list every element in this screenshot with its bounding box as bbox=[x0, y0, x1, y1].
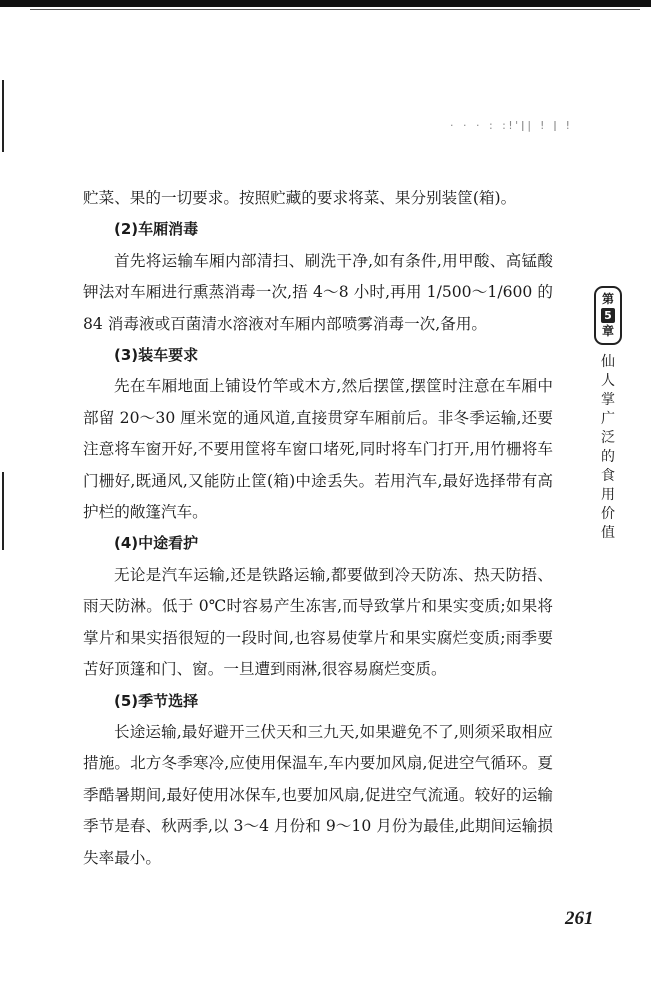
chapter-label-top: 第 bbox=[601, 292, 614, 306]
page-number: 261 bbox=[565, 908, 594, 929]
left-edge-mark bbox=[2, 472, 4, 550]
running-head: · · · : :ǃ'ǀ| ǃ ǀ ǃ bbox=[450, 119, 573, 132]
section-heading: (5)季节选择 bbox=[114, 691, 199, 710]
paragraph: 长途运输,最好避开三伏天和三九天,如果避免不了,则须采取相应措施。北方冬季寒冷,应使用保温车,车内要加风扇,促进空气循环。夏季酷暑期间,最好使用冰保车,也要加风扇,促进空气流通。较好的运输季节是春、秋两季,以 3～4 月份和 9～10 月份为最佳,此期间运输损失率最小。 bbox=[83, 722, 553, 867]
top-rule-thin bbox=[30, 9, 640, 10]
chapter-label bbox=[594, 286, 622, 345]
paragraph: 首先将运输车厢内部清扫、刷洗干净,如有条件,用甲酸、高锰酸钾法对车厢进行熏蒸消毒一次,捂 4～8 小时,再用 1/500～1/600 的 84 消毒液或百菌清水溶液对车厢内部喷雾消毒一次,备用。 bbox=[83, 251, 553, 333]
top-rule bbox=[0, 0, 651, 7]
paragraph: 无论是汽车运输,还是铁路运输,都要做到冷天防冻、热天防捂、雨天防淋。低于 0℃时容易产生冻害,而导致掌片和果实变质;如果将掌片和果实捂很短的一段时间,也容易使掌片和果实腐烂变质;雨季要苫好顶篷和门、窗。一旦遭到雨淋,很容易腐烂变质。 bbox=[83, 565, 553, 679]
body-text bbox=[83, 183, 553, 874]
section-heading: (4)中途看护 bbox=[114, 534, 199, 553]
chapter-label-bottom: 章 bbox=[601, 324, 614, 338]
chapter-title: 仙人掌广泛的食用价值 bbox=[601, 354, 615, 541]
paragraph: 先在车厢地面上铺设竹竿或木方,然后摆筐,摆筐时注意在车厢中部留 20～30 厘米宽的通风道,直接贯穿车厢前后。非冬季运输,还要注意将车窗开好,不要用筐将车窗口堵死,同时将车门打开,用竹栅将车门栅好,既通风,又能防止筐(箱)中途丢失。若用汽车,最好选择带有高护栏的敞篷汽车。 bbox=[83, 377, 553, 522]
section-heading: (3)装车要求 bbox=[114, 346, 199, 365]
left-edge-mark bbox=[2, 80, 4, 152]
chapter-number: 5 bbox=[601, 308, 615, 323]
section-heading: (2)车厢消毒 bbox=[114, 220, 199, 239]
chapter-tab bbox=[589, 286, 627, 543]
paragraph-continued: 贮菜、果的一切要求。按照贮藏的要求将菜、果分别装筐(箱)。 bbox=[83, 189, 517, 207]
